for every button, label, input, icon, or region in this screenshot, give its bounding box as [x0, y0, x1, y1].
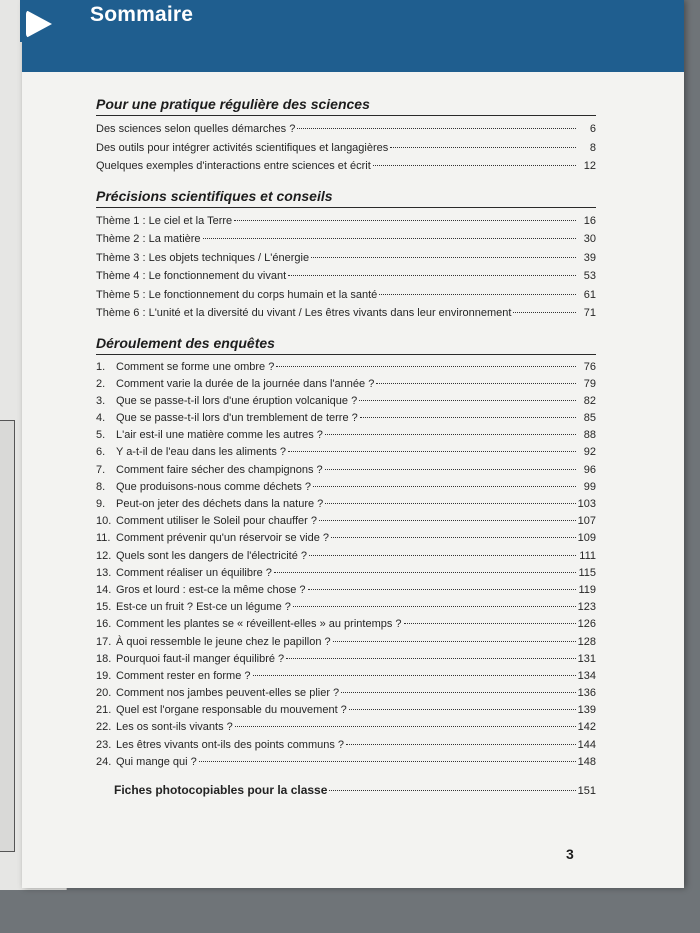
leader-dots	[349, 709, 576, 710]
toc-entry	[96, 565, 596, 582]
entry-page: 6	[589, 123, 596, 135]
entry-label: Thème 2 : La matière	[96, 233, 201, 245]
entry-number: 23.	[96, 738, 112, 751]
entry-label: Thème 5 : Le fonctionnement du corps humain et la santé	[96, 288, 378, 301]
leader-dots	[513, 312, 576, 313]
entry-page: 39	[583, 251, 596, 264]
entry-label: Comment les plantes se « réveillent-elles » au printemps ?	[116, 618, 402, 631]
leader-dots	[288, 451, 576, 452]
toc-entry	[96, 548, 596, 565]
entry-label: À quoi ressemble le jeune chez le papillon ?	[116, 635, 331, 648]
leader-dots	[390, 147, 576, 148]
entry-label: Thème 1 : Le ciel et la Terre	[96, 214, 233, 227]
toc-entry	[96, 376, 596, 393]
entry-label: Est-ce un fruit ? Est-ce un légume ?	[116, 601, 291, 614]
leader-dots	[325, 503, 575, 504]
entry-page: 107	[577, 515, 596, 528]
toc-entry	[96, 120, 596, 139]
toc-entry	[96, 668, 596, 685]
leader-dots	[319, 520, 576, 521]
entry-number: 10.	[96, 515, 112, 528]
leader-dots	[373, 165, 576, 166]
leader-dots	[309, 555, 576, 556]
toc-entry	[96, 496, 596, 513]
entry-label: Comment nos jambes peuvent-elles se plier ?	[116, 687, 340, 700]
entry-label: Des sciences selon quelles démarches ?	[96, 123, 296, 135]
entry-number: 11.	[96, 532, 111, 545]
section-enquetes	[96, 335, 596, 772]
leader-dots	[293, 606, 576, 607]
toc-entry	[96, 444, 596, 461]
entry-label: Quel est l'organe responsable du mouvement ?	[116, 704, 347, 717]
section-precisions	[96, 188, 596, 323]
toc-entry	[96, 616, 596, 633]
toc-entry	[96, 737, 596, 754]
entry-page: 103	[577, 498, 596, 510]
leader-dots	[359, 400, 576, 401]
entry-number: 12.	[96, 549, 112, 562]
toc-entry	[96, 286, 596, 305]
entry-page: 151	[577, 785, 596, 797]
leader-dots	[346, 744, 576, 745]
entry-page: 79	[583, 377, 596, 390]
toc-entry	[96, 634, 596, 651]
entry-page: 139	[577, 704, 596, 717]
toc-entry	[96, 513, 596, 530]
entry-page: 92	[583, 446, 596, 459]
toc-entry	[96, 685, 596, 702]
entry-label: Quels sont les dangers de l'électricité ?	[116, 549, 308, 562]
entry-page: 109	[577, 532, 596, 545]
section-title: Précisions scientifiques et conseils	[96, 188, 596, 208]
entry-page: 134	[577, 669, 596, 682]
section-title: Déroulement des enquêtes	[96, 335, 596, 355]
entry-page: 126	[577, 618, 596, 631]
toc-entry	[96, 702, 596, 719]
entry-page: 115	[578, 566, 596, 579]
entry-page: 8	[589, 141, 596, 154]
entry-label: Thème 6 : L'unité et la diversité du vivant / Les êtres vivants dans leur environnement	[96, 307, 512, 319]
entry-label: Pourquoi faut-il manger équilibré ?	[116, 652, 285, 665]
toc-entry	[96, 157, 596, 176]
entry-number: 21.	[96, 704, 112, 717]
section-pratique	[96, 96, 596, 176]
toc-entry	[96, 651, 596, 668]
leader-dots	[297, 128, 576, 129]
leader-dots	[329, 790, 575, 791]
toc-entry	[96, 582, 596, 599]
entry-number: 22.	[96, 721, 112, 734]
entry-number: 24.	[96, 755, 112, 768]
entry-label: Les os sont-ils vivants ?	[116, 721, 233, 734]
entry-label: Comment prévenir qu'un réservoir se vide ?	[116, 532, 330, 545]
entry-label: Comment réaliser un équilibre ?	[116, 566, 272, 579]
leader-dots	[313, 486, 576, 487]
leader-dots	[333, 641, 576, 642]
toc-entry	[96, 230, 596, 249]
entry-page: 53	[583, 270, 596, 282]
leader-dots	[331, 537, 576, 538]
toc-entry	[96, 359, 596, 376]
entry-number: 14.	[96, 583, 112, 596]
entry-number: 2.	[96, 377, 106, 390]
entry-page: 144	[577, 738, 596, 751]
entry-label: Peut-on jeter des déchets dans la nature ?	[116, 498, 324, 510]
leader-dots	[203, 238, 576, 239]
entry-number: 6.	[96, 446, 106, 459]
entry-label: Qui mange qui ?	[116, 755, 197, 768]
leader-dots	[253, 675, 576, 676]
entry-label: Que produisons-nous comme déchets ?	[116, 480, 312, 493]
entry-number: 7.	[96, 463, 106, 476]
toc-entry	[96, 599, 596, 616]
entry-page: 12	[583, 160, 596, 172]
page-number: 3	[566, 846, 574, 862]
entry-number: 18.	[96, 652, 112, 665]
leader-dots	[311, 257, 576, 258]
entry-number: 5.	[96, 429, 106, 442]
entry-label: Quelques exemples d'interactions entre sciences et écrit	[96, 160, 371, 172]
entry-page: 85	[583, 412, 596, 425]
leader-dots	[199, 761, 576, 762]
entry-number: 16.	[96, 618, 112, 631]
entry-label: Comment utiliser le Soleil pour chauffer ?	[116, 515, 317, 528]
entry-page: 16	[583, 214, 596, 227]
leader-dots	[276, 366, 576, 367]
entry-page: 88	[583, 429, 596, 442]
leader-dots	[286, 658, 575, 659]
entry-page: 128	[577, 635, 596, 648]
toc-entry	[96, 462, 596, 479]
entry-label: Comment rester en forme ?	[116, 669, 251, 682]
entry-number: 8.	[96, 480, 106, 493]
entry-number: 3.	[96, 394, 106, 407]
entry-label: Que se passe-t-il lors d'une éruption volcanique ?	[116, 394, 358, 407]
toc-entry	[96, 754, 596, 771]
toc-entry	[96, 719, 596, 736]
entry-number: 17.	[96, 635, 112, 648]
entry-page: 123	[577, 601, 596, 614]
toc-entry	[96, 139, 596, 158]
entry-page: 131	[577, 652, 596, 665]
fiches-entry	[96, 783, 596, 797]
leader-dots	[234, 220, 576, 221]
leader-dots	[288, 275, 576, 276]
leader-dots	[325, 434, 576, 435]
entry-label: Thème 3 : Les objets techniques / L'énergie	[96, 251, 310, 264]
entry-label: Comment se forme une ombre ?	[116, 360, 275, 373]
toc-entry	[96, 427, 596, 444]
toc-entry	[96, 393, 596, 410]
leader-dots	[325, 469, 576, 470]
toc-entry	[96, 267, 596, 286]
toc-entry	[96, 249, 596, 268]
entry-page: 96	[583, 463, 596, 476]
entry-number: 20.	[96, 687, 112, 700]
arrow-icon	[26, 10, 52, 38]
document-page	[22, 0, 684, 888]
entry-label: L'air est-il une matière comme les autres ?	[116, 429, 323, 442]
entry-label: Comment varie la durée de la journée dans l'année ?	[116, 377, 375, 390]
toc-entry	[96, 410, 596, 427]
entry-number: 1.	[96, 360, 106, 373]
leader-dots	[404, 623, 576, 624]
page-title: Sommaire	[90, 3, 194, 26]
leader-dots	[376, 383, 576, 384]
entry-page: 76	[583, 360, 596, 373]
leader-dots	[379, 294, 576, 295]
entry-page: 61	[583, 288, 596, 301]
entry-page: 30	[583, 233, 596, 245]
leader-dots	[235, 726, 576, 727]
entry-label: Thème 4 : Le fonctionnement du vivant	[96, 270, 287, 282]
entry-page: 111	[579, 549, 596, 562]
leader-dots	[308, 589, 576, 590]
entry-page: 142	[577, 721, 596, 734]
entry-page: 148	[577, 755, 596, 768]
leader-dots	[360, 417, 576, 418]
entry-label: Des outils pour intégrer activités scientifiques et langagières	[96, 141, 389, 154]
entry-label: Les êtres vivants ont-ils des points communs ?	[116, 738, 345, 751]
entry-number: 9.	[96, 498, 106, 510]
entry-page: 82	[583, 394, 596, 407]
entry-number: 15.	[96, 601, 112, 614]
entry-page: 119	[578, 583, 596, 596]
entry-page: 99	[583, 480, 596, 493]
entry-label: Que se passe-t-il lors d'un tremblement de terre ?	[116, 412, 358, 425]
entry-label: Comment faire sécher des champignons ?	[116, 463, 323, 476]
entry-number: 13.	[96, 566, 112, 579]
toc-entry	[96, 530, 596, 547]
entry-page: 71	[583, 307, 596, 319]
entry-label: Fiches photocopiables pour la classe	[114, 783, 328, 797]
toc-entry	[96, 479, 596, 496]
leader-dots	[341, 692, 575, 693]
entry-label: Gros et lourd : est-ce la même chose ?	[116, 583, 306, 596]
entry-page: 136	[577, 687, 596, 700]
section-title: Pour une pratique régulière des sciences	[96, 96, 596, 116]
entry-number: 19.	[96, 669, 112, 682]
leader-dots	[274, 572, 576, 573]
table-of-contents	[96, 96, 596, 797]
toc-entry	[96, 212, 596, 231]
entry-number: 4.	[96, 412, 106, 425]
toc-entry	[96, 304, 596, 323]
entry-label: Y a-t-il de l'eau dans les aliments ?	[116, 446, 287, 459]
facing-page-edge	[0, 420, 15, 852]
